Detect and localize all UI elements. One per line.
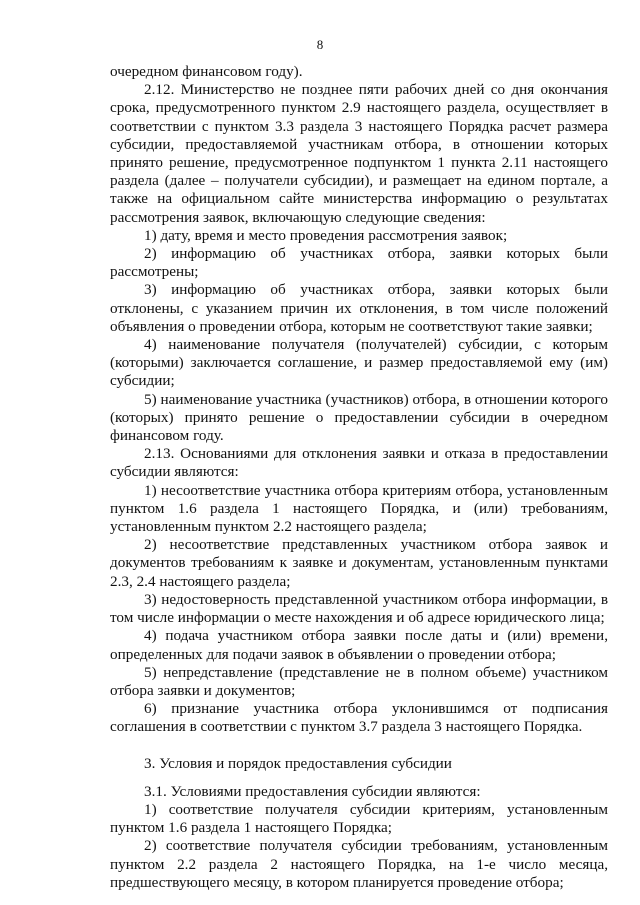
paragraph: 1) дату, время и место проведения рассмотрения заявок; (144, 226, 508, 244)
section-heading: 3. Условия и порядок предоставления субсидии (144, 754, 452, 772)
section-paragraph-list (110, 783, 608, 892)
paragraph: 6) признание участника отбора уклонившимся от подписания соглашения в соответствии с пунктом 3.7 раздела 3 настоящего Порядка. (110, 700, 608, 736)
paragraph: 1) несоответствие участника отбора критериям отбора, установленным пунктом 1.6 раздела 1 настоящего Порядка, и (или) требованиям, установленным пунктом 2.2 настоящего раздела; (110, 481, 608, 536)
paragraph: 2) несоответствие представленных участником отбора заявок и документов требованиям к заявке и документам, установленным пунктами 2.3, 2.4 настоящего раздела; (110, 536, 608, 590)
paragraph: 2.13. Основаниями для отклонения заявки и отказа в предоставлении субсидии являются: (110, 445, 608, 481)
paragraph: 2) информацию об участниках отбора, заявки которых были рассмотрены; (110, 245, 608, 281)
paragraph: очередном финансовом году). (110, 63, 303, 80)
document-body (110, 63, 608, 892)
paragraph: 2) соответствие получателя субсидии требованиям, установленным пунктом 2.2 раздела 2 настоящего Порядка, на 1-е число месяца, предшествующего месяцу, в котором планируется проведение отбора; (110, 837, 608, 891)
paragraph: 3.1. Условиями предоставления субсидии являются: (144, 782, 481, 800)
paragraph: 1) соответствие получателя субсидии критериям, установленным пунктом 1.6 раздела 1 настоящего Порядка; (110, 800, 608, 837)
paragraph: 3) информацию об участниках отбора, заявки которых были отклонены, с указанием причин их отклонения, в том числе положений объявления о проведении отбора, которым не соответствуют такие заявки; (110, 281, 608, 335)
page-number: 8 (316, 37, 324, 52)
paragraph: 4) наименование получателя (получателей) субсидии, с которым (которыми) заключается соглашение, и размер предоставляемой ему (им) субсидии; (110, 336, 608, 390)
paragraph-list (110, 63, 608, 737)
paragraph: 4) подача участником отбора заявки после даты и (или) времени, определенных для подачи заявок в объявлении о проведении отбора; (110, 627, 608, 663)
paragraph: 2.12. Министерство не позднее пяти рабочих дней со дня окончания срока, предусмотренного пунктом 2.9 настоящего раздела, осуществляет в соответствии с пунктом 3.3 раздела 3 настоящего Порядка расчет размера субсидии, предоставляемой участникам отбора, в отношении которых принято решение, предусмотренное подпунктом 1 пункта 2.11 настоящего раздела (далее – получатели субсидии), и размещает на едином портале, а также на официальном сайте министерства информацию о результатах рассмотрения заявок, включающую следующие сведения: (110, 81, 608, 226)
paragraph: 3) недостоверность представленной участником отбора информации, в том числе информации о месте нахождения и об адресе юридического лица; (110, 590, 608, 627)
paragraph: 5) наименование участника (участников) отбора, в отношении которого (которых) принято решение о предоставлении субсидии в очередном финансовом году. (110, 390, 608, 445)
paragraph: 5) непредставление (представление не в полном объеме) участником отбора заявки и документов; (110, 663, 608, 699)
